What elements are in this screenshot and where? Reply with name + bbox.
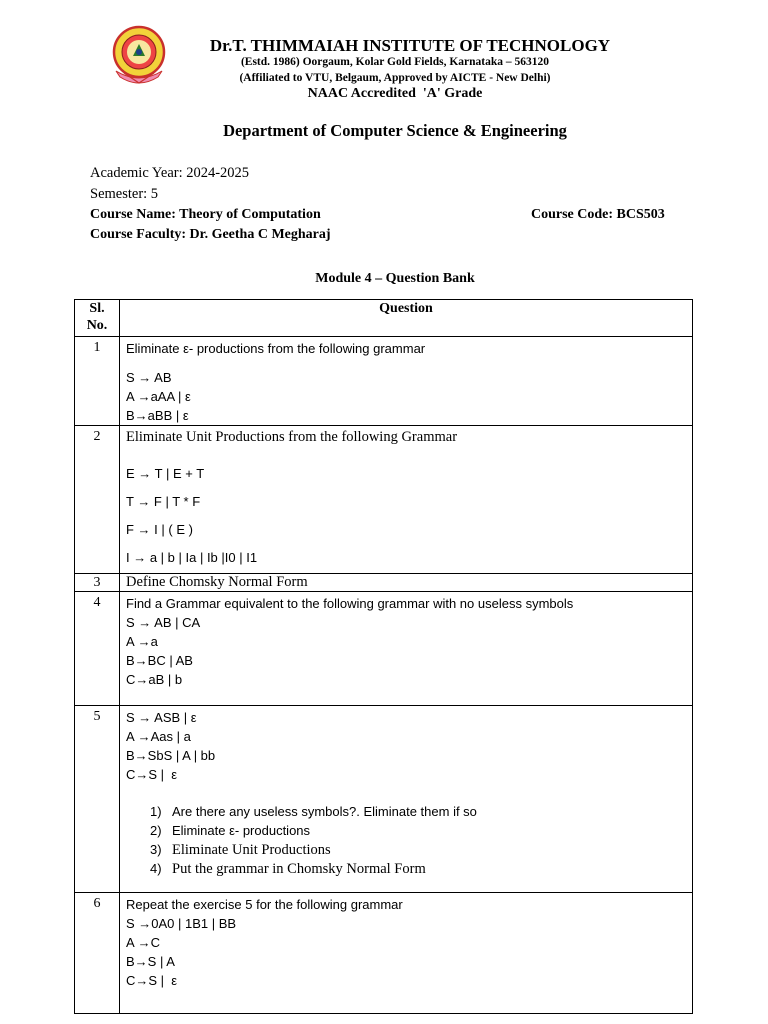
row-number: 5 xyxy=(75,706,120,893)
grammar-line: S →0A0 | 1B1 | BB xyxy=(126,916,237,931)
question-cell xyxy=(120,893,693,1014)
department-title: Department of Computer Science & Engineering xyxy=(223,121,567,140)
table-row xyxy=(75,893,693,1014)
module-title: Module 4 – Question Bank xyxy=(315,271,475,286)
course-faculty: Course Faculty: Dr. Geetha C Megharaj xyxy=(90,227,331,242)
table-row xyxy=(75,706,693,893)
row-number: 4 xyxy=(75,592,120,706)
grammar-line: B→SbS | A | bb xyxy=(126,748,216,763)
course-code: Course Code: BCS503 xyxy=(531,207,665,222)
question-cell xyxy=(120,592,693,706)
list-item: 4) Put the grammar in Chomsky Normal Form xyxy=(150,861,426,877)
row-number: 6 xyxy=(75,893,120,1014)
question-cell xyxy=(120,337,693,426)
row-number: 2 xyxy=(75,426,120,574)
grammar-line: A →a xyxy=(126,634,158,649)
grammar-line: B→S | A xyxy=(126,954,175,969)
grammar-line: E → T | E + T xyxy=(126,466,205,481)
grammar-line: S → AB | CA xyxy=(126,615,201,630)
course-name: Course Name: Theory of Computation xyxy=(90,207,321,222)
grammar-line: C→S | ε xyxy=(126,767,178,782)
established-line: (Estd. 1986) Oorgaum, Kolar Gold Fields, Karnataka – 563120 xyxy=(240,56,550,68)
question-cell xyxy=(120,426,693,574)
question-bank-table xyxy=(74,299,693,1014)
grammar-line: S → AB xyxy=(126,370,172,385)
grammar-line: S → ASB | ε xyxy=(126,710,197,725)
row-number: 3 xyxy=(75,574,120,592)
grammar-line: C→aB | b xyxy=(126,672,183,687)
question-text: Find a Grammar equivalent to the following grammar with no useless symbols xyxy=(126,596,574,611)
row-number: 1 xyxy=(75,337,120,426)
table-row xyxy=(75,592,693,706)
academic-year: Academic Year: 2024-2025 xyxy=(90,165,250,181)
table-row xyxy=(75,337,693,426)
accreditation-line: NAAC Accredited 'A' Grade xyxy=(307,86,483,101)
question-cell xyxy=(120,706,693,893)
grammar-line: B→aBB | ε xyxy=(126,408,189,423)
grammar-line: A →aAA | ε xyxy=(126,389,191,404)
question-text: Repeat the exercise 5 for the following grammar xyxy=(126,897,403,912)
grammar-line: A →C xyxy=(126,935,160,950)
list-item: 3) Eliminate Unit Productions xyxy=(150,842,331,858)
question-header: Question xyxy=(120,300,693,337)
question-cell xyxy=(120,574,693,592)
list-item: 1) Are there any useless symbols?. Eliminate them if so xyxy=(150,804,477,819)
institute-name: Dr.T. THIMMAIAH INSTITUTE OF TECHNOLOGY xyxy=(209,36,611,55)
semester: Semester: 5 xyxy=(90,186,159,202)
grammar-line: C→S | ε xyxy=(126,973,178,988)
table-row xyxy=(75,426,693,574)
table-row xyxy=(75,574,693,592)
sl-no-header: Sl. No. xyxy=(75,300,120,337)
grammar-line: T → F | T * F xyxy=(126,494,201,509)
grammar-line: F → I | ( E ) xyxy=(126,522,193,537)
question-text: Define Chomsky Normal Form xyxy=(126,574,308,590)
table-header-row xyxy=(75,300,693,337)
affiliation-line: (Affiliated to VTU, Belgaum, Approved by AICTE - New Delhi) xyxy=(239,72,551,84)
question-text: Eliminate ε- productions from the following grammar xyxy=(126,341,426,356)
grammar-line: I → a | b | Ia | Ib |I0 | I1 xyxy=(126,550,258,565)
list-item: 2) Eliminate ε- productions xyxy=(150,823,311,838)
grammar-line: B→BC | AB xyxy=(126,653,193,668)
grammar-line: A →Aas | a xyxy=(126,729,191,744)
question-text: Eliminate Unit Productions from the following Grammar xyxy=(126,429,458,445)
